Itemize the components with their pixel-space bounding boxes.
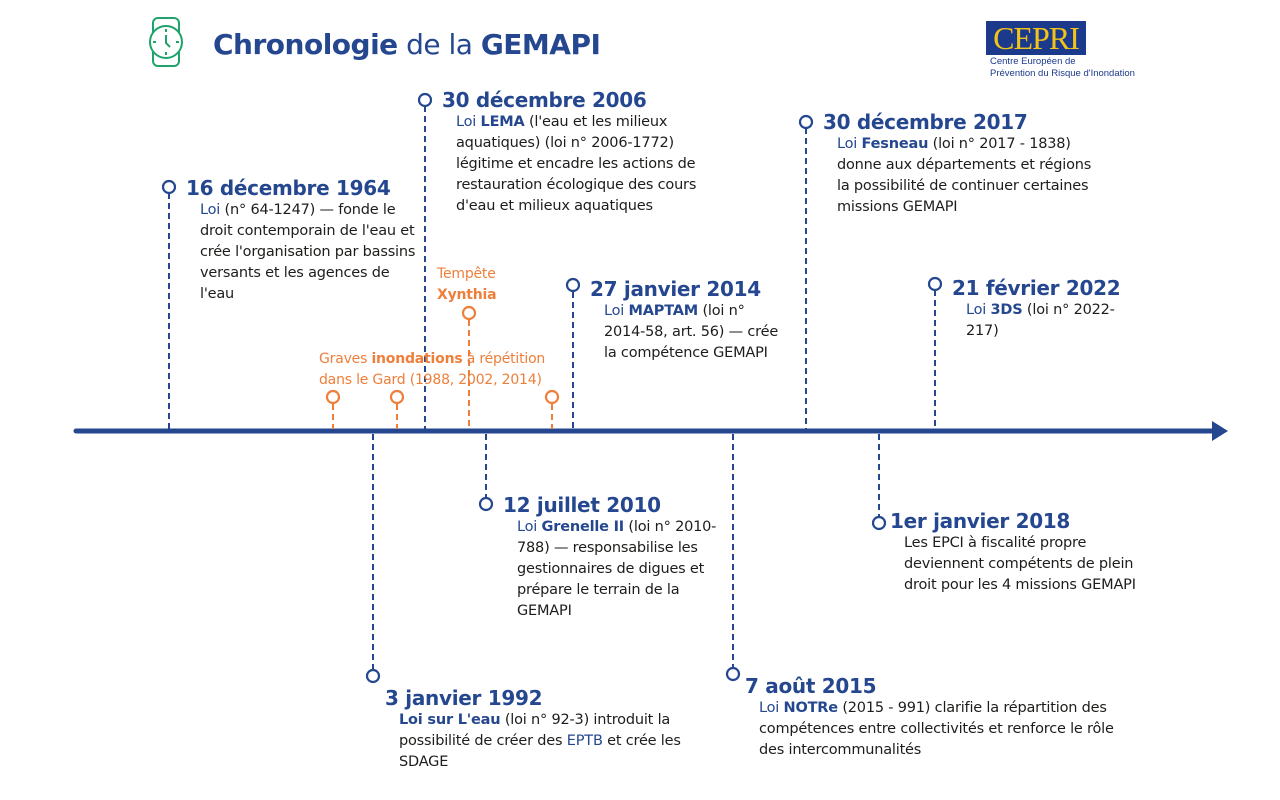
marker-gard-2014 — [546, 391, 558, 403]
title-light: de la — [397, 28, 481, 61]
event-2022 — [952, 276, 1152, 342]
event-date: 27 janvier 2014 — [590, 277, 761, 301]
law-name: Fesneau — [861, 136, 929, 152]
disaster-text: à répétition dans le Gard (1988, 2002, 2014) — [319, 351, 546, 388]
law-keyword: Loi — [837, 136, 862, 152]
disaster-xynthia — [437, 264, 496, 306]
law-keyword: Loi — [759, 700, 784, 716]
marker-1992 — [367, 670, 379, 682]
law-keyword: Loi — [966, 302, 991, 318]
eptb-keyword: EPTB — [566, 733, 603, 749]
law-keyword: Loi — [517, 519, 542, 535]
event-1964 — [186, 176, 416, 305]
event-description — [399, 710, 714, 773]
law-keyword: Loi — [200, 202, 221, 218]
event-2006 — [442, 88, 732, 217]
event-2014 — [590, 277, 790, 364]
law-name: 3DS — [990, 302, 1023, 318]
disaster-label: Graves — [319, 351, 372, 367]
event-description — [604, 301, 779, 364]
title-bold-2: GEMAPI — [480, 28, 601, 61]
marker-gard-2002 — [391, 391, 403, 403]
event-text: (loi n° 2010-788) — responsabilise les gestionnaires de digues et prépare le terrain de la GEMAPI — [517, 519, 717, 619]
law-keyword: Loi — [604, 303, 629, 319]
marker-2010 — [480, 498, 492, 510]
event-text: (loi n° 2014-58, art. 56) — crée la compétence GEMAPI — [604, 303, 779, 361]
marker-2006 — [419, 94, 431, 106]
event-description — [759, 698, 1134, 761]
marker-2022 — [929, 278, 941, 290]
event-text: (n° 64-1247) — fonde le droit contemporain de l'eau et crée l'organisation par bassins versants et les agences de l'eau — [200, 202, 416, 302]
event-date: 21 février 2022 — [952, 276, 1121, 300]
event-date: 1er janvier 2018 — [890, 509, 1071, 533]
law-keyword: Loi — [456, 114, 481, 130]
event-2010 — [503, 493, 733, 622]
event-description — [966, 300, 1138, 342]
timeline-arrowhead — [1212, 421, 1228, 441]
marker-1964 — [163, 181, 175, 193]
marker-gard-1988 — [327, 391, 339, 403]
logo-line-1: Centre Européen de — [990, 56, 1076, 67]
event-date: 7 août 2015 — [745, 674, 877, 698]
event-description — [517, 517, 717, 622]
event-text: (2015 - 991) clarifie la répartition des compétences entre collectivités et renforce le rôle des intercommunalités — [759, 700, 1114, 758]
event-date: 3 janvier 1992 — [385, 686, 543, 710]
event-2017 — [823, 110, 1113, 218]
marker-2015 — [727, 668, 739, 680]
event-2018 — [890, 509, 1170, 596]
disaster-name: Xynthia — [437, 287, 497, 303]
law-name: Grenelle II — [541, 519, 625, 535]
disaster-label: Tempête — [437, 266, 496, 282]
event-date: 16 décembre 1964 — [186, 176, 391, 200]
marker-2014 — [567, 279, 579, 291]
marker-2017 — [800, 116, 812, 128]
law-name: MAPTAM — [628, 303, 699, 319]
logo-line-2: Prévention du Risque d'Inondation — [990, 68, 1135, 79]
event-description: Les EPCI à fiscalité propre deviennent compétents de plein droit pour les 4 missions GEMAPI — [904, 535, 1136, 593]
event-text: (l'eau et les milieux aquatiques) (loi n° 2006-1772) légitime et encadre les actions de restauration écologique des cours d'eau et milieux aquatiques — [456, 114, 697, 214]
event-description — [200, 200, 416, 305]
event-2015 — [745, 674, 1145, 761]
cepri-logo: CEPRI — [986, 21, 1086, 55]
title-bold-1: Chronologie — [213, 28, 398, 61]
event-text: (loi n° 2017 - 1838) donne aux départements et régions la possibilité de continuer certaines missions GEMAPI — [837, 136, 1092, 215]
event-date: 30 décembre 2006 — [442, 88, 647, 112]
event-1992 — [385, 686, 725, 773]
disaster-gard-floods — [319, 349, 569, 391]
disaster-name: inondations — [371, 351, 463, 367]
law-name: NOTRe — [783, 700, 838, 716]
event-date: 12 juillet 2010 — [503, 493, 661, 517]
law-name: Loi sur L'eau — [399, 712, 501, 728]
event-text: (loi n° 2022-217) — [966, 302, 1115, 339]
marker-2018 — [873, 517, 885, 529]
event-date: 30 décembre 2017 — [823, 110, 1028, 134]
event-description — [456, 112, 732, 217]
event-description — [837, 134, 1099, 218]
law-name: LEMA — [480, 114, 525, 130]
event-text: et crée les SDAGE — [399, 733, 681, 770]
marker-xynthia — [463, 307, 475, 319]
event-text: (loi n° 92-3) introduit la possibilité de créer des — [399, 712, 671, 749]
